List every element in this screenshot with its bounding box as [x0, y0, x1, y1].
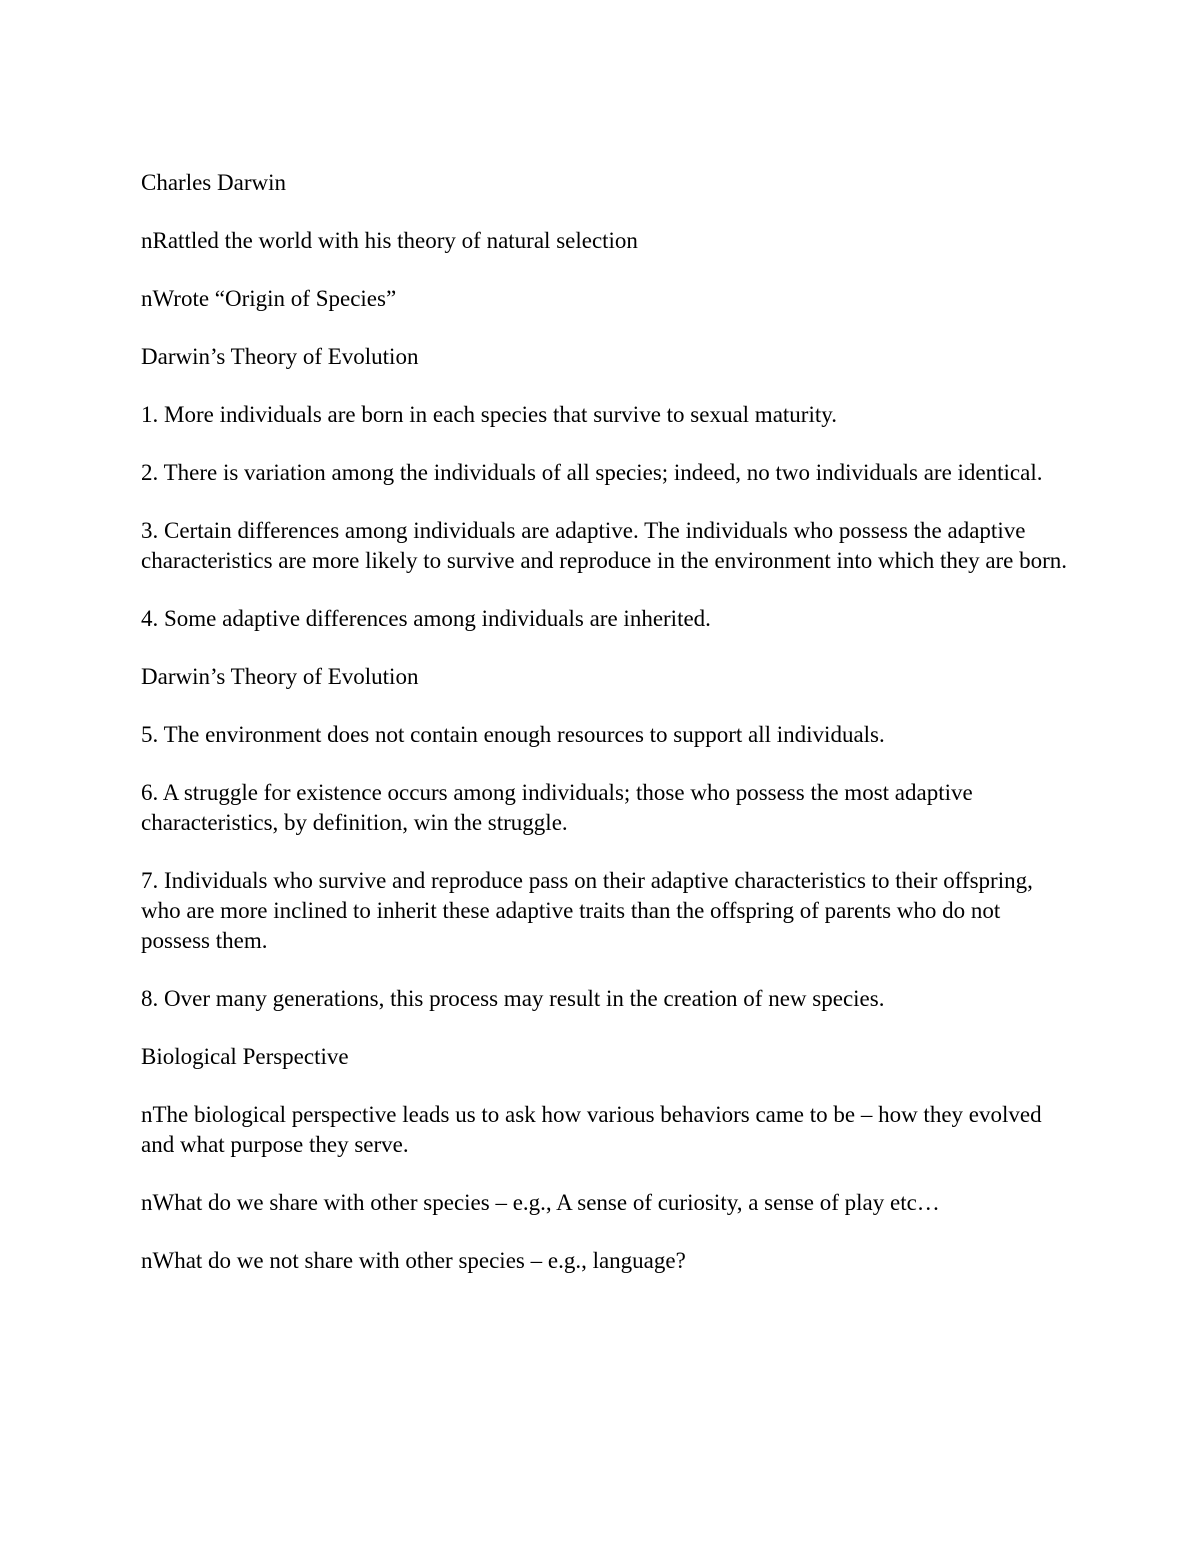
- point-2: 2. There is variation among the individuals of all species; indeed, no two individuals are identical.: [141, 460, 1043, 485]
- bullet-origin-of-species: nWrote “Origin of Species”: [141, 286, 397, 311]
- point-8: 8. Over many generations, this process may result in the creation of new species.: [141, 986, 885, 1011]
- point-7: 7. Individuals who survive and reproduce pass on their adaptive characteristics to their offspring, who are more inclined to inherit these adaptive traits than the offspring of parents who do not possess them.: [141, 868, 1033, 953]
- point-4: 4. Some adaptive differences among individuals are inherited.: [141, 606, 711, 631]
- point-6: 6. A struggle for existence occurs among individuals; those who possess the most adaptive characteristics, by definition, win the struggle.: [141, 780, 973, 835]
- bullet-biological-perspective: nThe biological perspective leads us to ask how various behaviors came to be – how they evolved and what purpose they serve.: [141, 1102, 1042, 1157]
- point-1: 1. More individuals are born in each species that survive to sexual maturity.: [141, 402, 837, 427]
- heading-charles-darwin: Charles Darwin: [141, 170, 286, 195]
- bullet-rattled-world: nRattled the world with his theory of natural selection: [141, 228, 638, 253]
- point-3: 3. Certain differences among individuals are adaptive. The individuals who possess the adaptive characteristics are more likely to survive and reproduce in the environment into which they are born.: [141, 518, 1068, 573]
- bullet-share-with-species: nWhat do we share with other species – e.g., A sense of curiosity, a sense of play etc…: [141, 1190, 940, 1215]
- document-body: [141, 168, 1071, 1304]
- heading-biological-perspective: Biological Perspective: [141, 1044, 349, 1069]
- bullet-not-share-with-species: nWhat do we not share with other species – e.g., language?: [141, 1248, 686, 1273]
- heading-theory-of-evolution-2: Darwin’s Theory of Evolution: [141, 664, 419, 689]
- point-5: 5. The environment does not contain enough resources to support all individuals.: [141, 722, 885, 747]
- heading-theory-of-evolution-1: Darwin’s Theory of Evolution: [141, 344, 419, 369]
